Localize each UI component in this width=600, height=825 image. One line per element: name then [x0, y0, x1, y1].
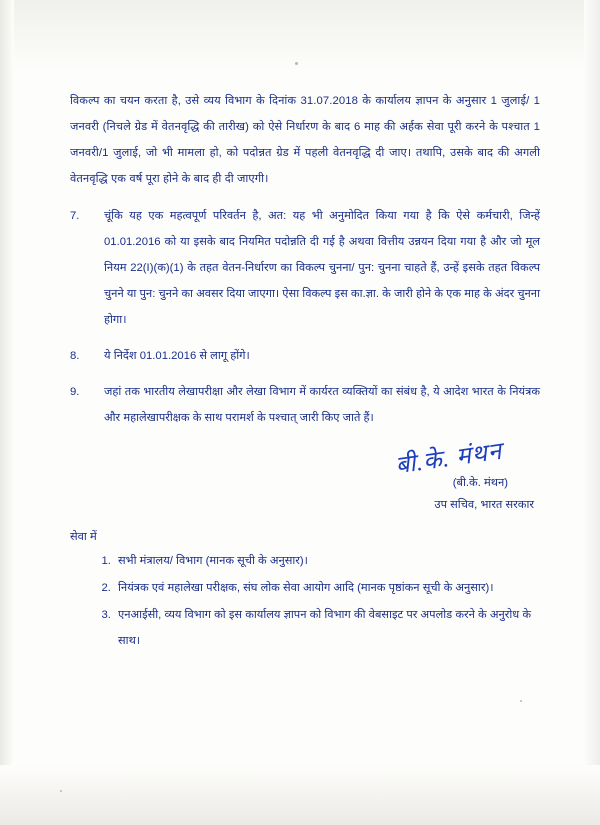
scan-speck [295, 62, 298, 65]
clause-text: ये निर्देश 01.01.2016 से लागू होंगे। [104, 350, 250, 362]
list-item: 2. नियंत्रक एवं महालेखा परीक्षक, संघ लोक सेवा आयोग आदि (मानक पृष्ठांकन सूची के अनुसार)। [114, 575, 540, 601]
scan-shadow-left [0, 0, 14, 825]
signature-block [70, 438, 540, 511]
scan-shadow-bottom [0, 765, 600, 825]
clause-number: 9. [70, 386, 80, 398]
clause-text: चूंकि यह एक महत्वपूर्ण परिवर्तन है, अत: यह भी अनुमोदित किया गया है कि ऐसे कर्मचारी, जिन्हें 01.01.2016 को या इसके बाद नियमित पदोन्नति दी गई है अथवा वित्तीय उन्नयन दिया गया है और जो मूल नियम 22(I)(क)(1) के तहत वेतन-निर्धारण का विकल्प चुनना/ पुन: चुनना चाहते हैं, उन्हें इसके तहत विकल्प चुनने या पुन: चुनने का अवसर दिया जाएगा। ऐसा विकल्प इस का.ज्ञा. के जारी होने के एक माह के अंदर चुनना होगा। [104, 210, 540, 326]
scan-shadow-top [0, 0, 600, 70]
clause-number: 8. [70, 350, 80, 362]
clause-9 [70, 379, 540, 431]
scan-speck [60, 790, 62, 792]
scan-speck [520, 700, 522, 702]
signatory-designation: उप सचिव, भारत सरकार [434, 499, 534, 511]
clause-8 [70, 343, 540, 369]
clause-7 [70, 203, 540, 333]
paragraph-continued: विकल्प का चयन करता है, उसे व्यय विभाग के दिनांक 31.07.2018 के कार्यालय ज्ञापन के अनुसार 1 जुलाई/ 1 जनवरी (निचले ग्रेड में वेतनवृद्धि की तारीख) को ऐसे निर्धारण के बाद 6 माह की अर्हक सेवा पूरी करने के पश्चात 1 जनवरी/1 जुलाई, जो भी मामला हो, को पदोन्नत ग्रेड में पहली वेतनवृद्धि दी जाए। तथापि, उसके बाद की अगली वेतनवृद्धि एक वर्ष पूरा होने के बाद ही दी जाएगी। [70, 95, 540, 185]
signatory-name: (बी.के. मंथन) [452, 477, 508, 489]
scan-shadow-right [584, 0, 600, 825]
document-body [70, 88, 540, 655]
recipient-list [70, 548, 540, 654]
handwritten-signature: बी.के. मंथन [393, 438, 504, 480]
list-item: 1. सभी मंत्रालय/ विभाग (मानक सूची के अनुसार)। [114, 548, 540, 574]
clause-text: जहां तक भारतीय लेखापरीक्षा और लेखा विभाग में कार्यरत व्यक्तियों का संबंध है, ये आदेश भारत के नियंत्रक और महालेखापरीक्षक के साथ परामर्श के पश्चात् जारी किए जाते हैं। [104, 386, 540, 424]
clause-number: 7. [70, 210, 80, 222]
distribution-heading: सेवा में [70, 531, 97, 543]
list-item: 3. एनआईसी, व्यय विभाग को इस कार्यालय ज्ञापन को विभाग की वेबसाइट पर अपलोड करने के अनुरोध के साथ। [114, 602, 540, 654]
